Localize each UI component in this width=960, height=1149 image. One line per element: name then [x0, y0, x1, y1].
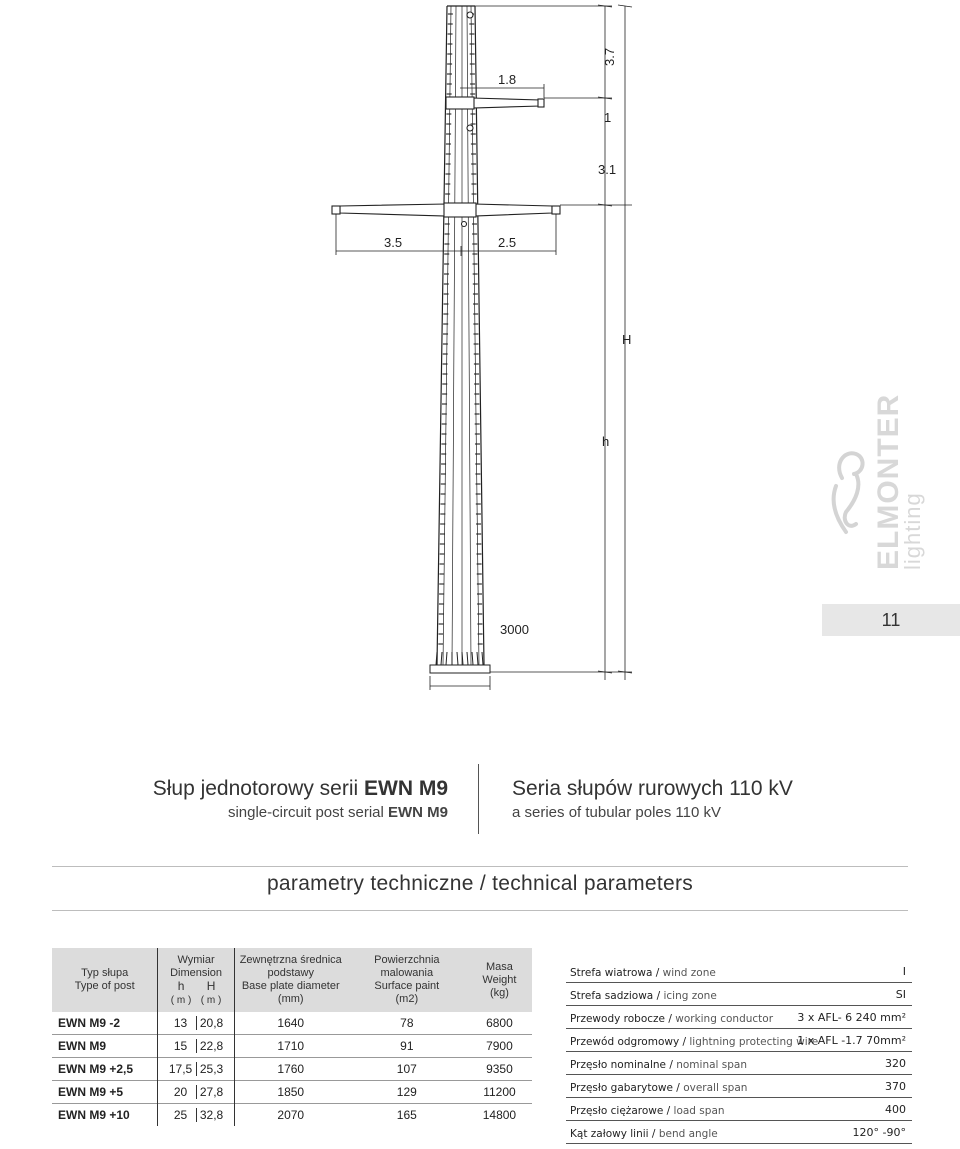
spec-label-pl: Kąt załowy linii /	[570, 1128, 659, 1140]
row-H: 20,8	[196, 1016, 227, 1030]
row-dimensions	[158, 1035, 234, 1058]
spec-label-pl: Strefa wiatrowa /	[570, 967, 663, 979]
spec-label	[570, 967, 716, 979]
spec-label-en: overall span	[683, 1082, 748, 1094]
spec-row	[566, 1075, 912, 1098]
col-type-header	[52, 948, 158, 1012]
lower-cross-arm	[332, 203, 560, 227]
row-h: 13	[173, 1016, 188, 1030]
row-H: 22,8	[196, 1039, 227, 1053]
col-diam-pl2: podstawy	[267, 967, 314, 979]
spec-label-pl: Przęsło ciężarowe /	[570, 1105, 674, 1117]
table-row	[52, 1035, 532, 1058]
spec-value: 370	[885, 1080, 906, 1093]
row-name: EWN M9 +10	[52, 1104, 158, 1127]
table-row	[52, 1058, 532, 1081]
col-diam-unit: (mm)	[277, 993, 304, 1005]
row-weight: 9350	[467, 1058, 532, 1081]
row-paint: 107	[347, 1058, 467, 1081]
spec-row	[566, 1006, 912, 1029]
spec-row	[566, 1121, 912, 1144]
spec-row	[566, 960, 912, 983]
spec-label-pl: Przęsło gabarytowe /	[570, 1082, 684, 1094]
elmonter-logo	[826, 393, 925, 572]
spec-row	[566, 1052, 912, 1075]
spec-label-pl: Strefa sadziowa /	[570, 990, 664, 1002]
table-row	[52, 1081, 532, 1104]
spec-label-en: wind zone	[662, 967, 716, 979]
row-dimensions	[158, 1058, 234, 1081]
col-h-label: h	[177, 978, 185, 993]
spec-row	[566, 1029, 912, 1052]
ram-head-icon	[834, 453, 863, 532]
spec-label	[570, 1059, 747, 1071]
title-left-main-model: EWN M9	[364, 777, 448, 800]
logo-sub: lighting	[900, 492, 925, 570]
col-dim-pl: Wymiar	[177, 953, 215, 966]
dim-lower-arm-right: 2.5	[498, 235, 517, 250]
section-divider-top	[52, 866, 908, 867]
spec-label-en: lightning protecting wire	[689, 1036, 819, 1048]
title-divider	[478, 764, 479, 834]
row-h: 25	[173, 1108, 188, 1122]
col-dimension-header	[158, 948, 234, 1012]
row-diameter: 1710	[234, 1035, 347, 1058]
parameter-table	[52, 948, 532, 1126]
dim-lower-gap: 3.1	[598, 162, 617, 177]
row-h: 17,5	[168, 1062, 193, 1076]
spec-value: 320	[885, 1057, 906, 1070]
section-divider-bottom	[52, 910, 908, 911]
title-left-main-prefix: Słup jednotorowy serii	[152, 777, 364, 800]
col-diam-pl1: Zewnętrzna średnica	[239, 954, 342, 966]
col-paint-pl: Powierzchnia malowania	[374, 954, 440, 979]
spec-label	[570, 1128, 718, 1140]
col-diam-en: Base plate diameter	[241, 980, 340, 992]
spec-value: I	[902, 965, 906, 978]
spec-value: 3 x AFL- 6 240 mm²	[797, 1011, 906, 1024]
spec-label	[570, 990, 717, 1002]
dim-lower-arm-left: 3.5	[384, 235, 403, 250]
pole-base	[430, 652, 490, 673]
col-paint-en: Surface paint	[374, 980, 440, 992]
spec-label-en: icing zone	[663, 990, 717, 1002]
row-diameter: 1760	[234, 1058, 347, 1081]
spec-value: 1 x AFL -1.7 70mm²	[797, 1034, 906, 1047]
title-left	[120, 776, 448, 824]
spec-row	[566, 983, 912, 1006]
row-weight: 14800	[467, 1104, 532, 1127]
row-H: 25,3	[196, 1062, 227, 1076]
col-H-label: H	[206, 978, 216, 993]
spec-label-en: bend angle	[658, 1128, 718, 1140]
upper-cross-arm	[446, 12, 544, 131]
row-h: 20	[173, 1085, 188, 1099]
row-h: 15	[173, 1039, 188, 1053]
dim-height-H: H	[622, 332, 632, 347]
logo-brand: ELMONTER	[872, 393, 905, 570]
col-paint-header	[347, 948, 467, 1012]
table-row	[52, 1104, 532, 1127]
spec-row	[566, 1098, 912, 1121]
row-name: EWN M9 +2,5	[52, 1058, 158, 1081]
dimension-labels	[384, 48, 631, 637]
title-left-sub-model: EWN M9	[388, 804, 448, 821]
table-header-row	[52, 948, 532, 1012]
col-mass-unit: (kg)	[489, 986, 509, 999]
row-weight: 11200	[467, 1081, 532, 1104]
row-dimensions	[158, 1081, 234, 1104]
spec-label	[570, 1013, 773, 1025]
title-left-sub	[120, 802, 448, 824]
dim-top-arm: 1.8	[498, 72, 517, 87]
title-left-main	[120, 776, 448, 802]
spec-label-en: working conductor	[675, 1013, 774, 1025]
col-mass-en: Weight	[482, 973, 517, 986]
spec-list	[566, 960, 912, 1144]
spec-label	[570, 1082, 747, 1094]
spec-label-pl: Przewód odgromowy /	[570, 1036, 690, 1048]
row-H: 27,8	[196, 1085, 227, 1099]
title-right-sub: a series of tubular poles 110 kV	[512, 804, 722, 821]
spec-value: 120° -90°	[852, 1126, 906, 1139]
dim-base-width: 3000	[500, 622, 529, 637]
row-diameter: 1640	[277, 1016, 305, 1030]
row-diameter: 1850	[234, 1081, 347, 1104]
row-name: EWN M9 +5	[52, 1081, 158, 1104]
row-name: EWN M9 -2	[52, 1012, 158, 1035]
dim-total-top: 3.7	[602, 47, 617, 66]
col-dim-en: Dimension	[170, 966, 223, 979]
row-weight: 7900	[467, 1035, 532, 1058]
row-dimensions	[158, 1104, 234, 1127]
col-type-pl: Typ słupa	[81, 967, 129, 979]
row-paint: 129	[347, 1081, 467, 1104]
col-mass-pl: Masa	[485, 960, 513, 973]
spec-label-pl: Przęsło nominalne /	[570, 1059, 677, 1071]
row-name: EWN M9	[52, 1035, 158, 1058]
page-number	[822, 604, 960, 636]
row-weight: 6800	[486, 1016, 513, 1030]
row-paint: 165	[347, 1104, 467, 1127]
spec-label	[570, 1036, 818, 1048]
col-weight-header	[467, 948, 532, 1012]
page-number-text: 11	[881, 609, 901, 630]
row-dimensions	[158, 1012, 234, 1035]
title-right-main: Seria słupów rurowych 110 kV	[512, 777, 793, 800]
spec-label-en: nominal span	[676, 1059, 748, 1071]
col-H-unit: ( m )	[200, 994, 222, 1006]
title-left-sub-prefix: single-circuit post serial	[227, 804, 388, 821]
spec-label	[570, 1105, 725, 1117]
dim-upper-gap: 1	[604, 110, 612, 125]
row-H: 32,8	[196, 1108, 227, 1122]
row-paint: 91	[347, 1035, 467, 1058]
row-diameter: 2070	[234, 1104, 347, 1127]
spec-label-pl: Przewody robocze /	[570, 1013, 676, 1025]
spec-value: SI	[895, 988, 906, 1001]
dim-height-h: h	[602, 434, 610, 449]
col-diameter-header	[234, 948, 347, 1012]
section-heading: parametry techniczne / technical parameters	[266, 872, 694, 895]
col-paint-unit: (m2)	[395, 993, 419, 1005]
table-row	[52, 1012, 532, 1035]
row-paint: 78	[400, 1016, 414, 1030]
col-h-unit: ( m )	[170, 994, 192, 1006]
spec-label-en: load span	[673, 1105, 725, 1117]
spec-value: 400	[885, 1103, 906, 1116]
col-type-en: Type of post	[74, 980, 135, 992]
title-right	[512, 776, 892, 824]
